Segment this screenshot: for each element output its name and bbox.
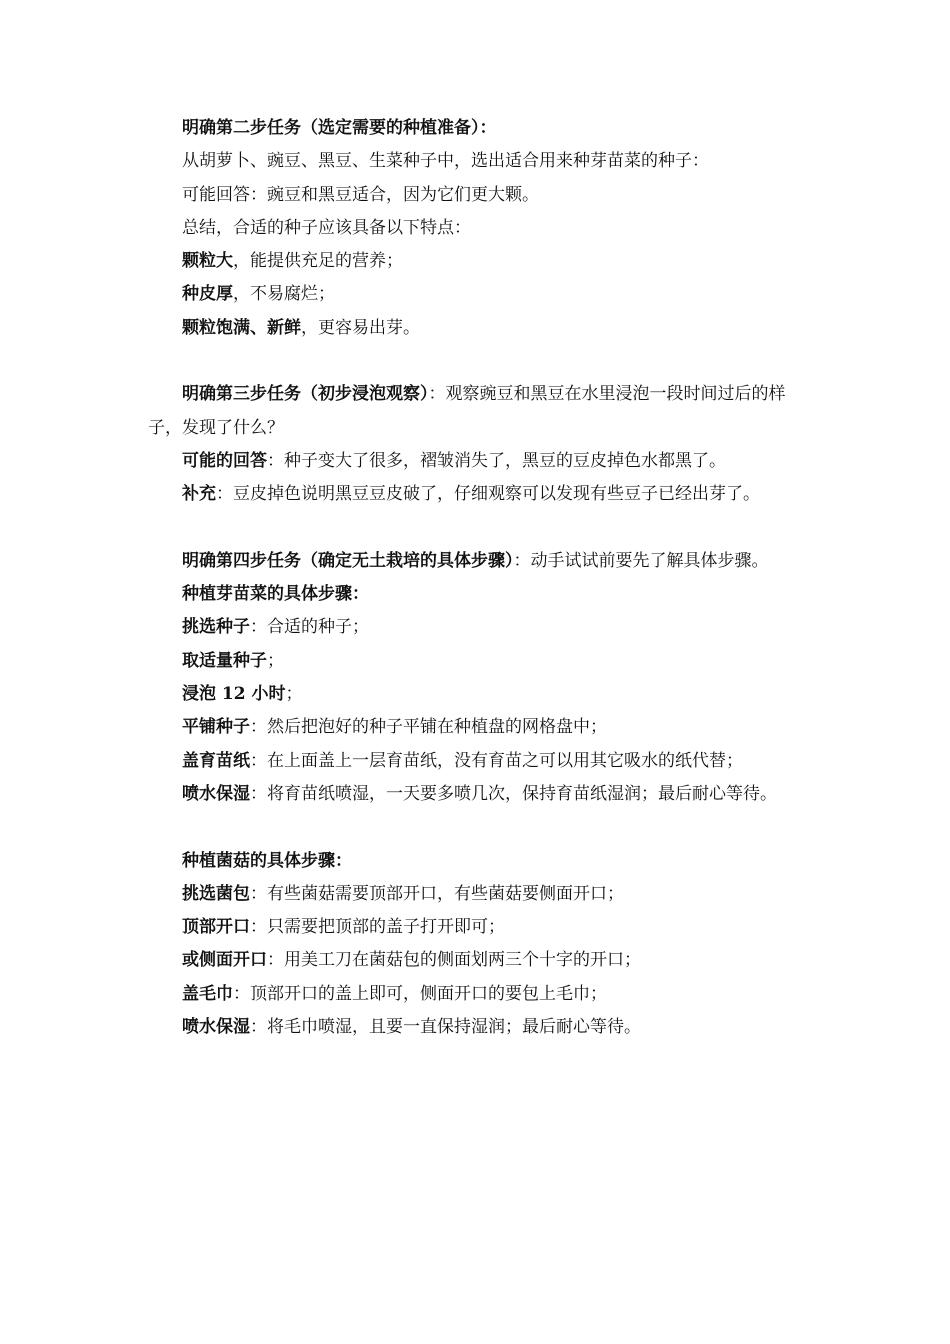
sprout-step: 平铺种子：然后把泡好的种子平铺在种植盘的网格盘中； bbox=[182, 717, 607, 738]
paragraph-spacer bbox=[148, 811, 808, 844]
mushroom-steps-title: 种植菌菇的具体步骤： bbox=[182, 850, 352, 871]
step2-trait: 颗粒饱满、新鲜，更容易出芽。 bbox=[182, 317, 420, 338]
mushroom-step: 或侧面开口：用美工刀在菌菇包的侧面划两三个十字的开口； bbox=[182, 950, 641, 971]
step3-answer: 可能的回答：种子变大了很多，褶皱消失了，黑豆的豆皮掉色水都黑了。 bbox=[182, 450, 726, 471]
mushroom-step: 盖毛巾：顶部开口的盖上即可，侧面开口的要包上毛巾； bbox=[182, 983, 607, 1004]
step2-heading: 明确第二步任务（选定需要的种植准备）： bbox=[182, 118, 497, 138]
mushroom-step: 喷水保湿：将毛巾喷湿，且要一直保持湿润；最后耐心等待。 bbox=[182, 1017, 641, 1038]
step2-trait: 颗粒大，能提供充足的营养； bbox=[182, 251, 403, 272]
document-body bbox=[148, 112, 808, 1044]
sprout-step: 盖育苗纸：在上面盖上一层育苗纸，没有育苗之可以用其它吸水的纸代替； bbox=[182, 750, 743, 771]
step2-trait: 种皮厚，不易腐烂； bbox=[182, 284, 335, 305]
sprout-step: 浸泡 12 小时； bbox=[182, 684, 303, 705]
paragraph-spacer bbox=[148, 512, 808, 545]
mushroom-step: 挑选菌包：有些菌菇需要顶部开口，有些菌菇要侧面开口； bbox=[182, 883, 624, 904]
step4-heading: 明确第四步任务（确定无土栽培的具体步骤）：动手试试前要先了解具体步骤。 bbox=[182, 550, 769, 571]
step2-question: 从胡萝卜、豌豆、黑豆、生菜种子中，选出适合用来种芽苗菜的种子： bbox=[182, 151, 709, 172]
sprout-step: 取适量种子； bbox=[182, 650, 284, 671]
sprout-step: 喷水保湿：将育苗纸喷湿，一天要多喷几次，保持育苗纸湿润；最后耐心等待。 bbox=[182, 783, 777, 804]
step3-heading: 明确第三步任务（初步浸泡观察）：观察豌豆和黑豆在水里浸泡一段时间过后的样子，发现了什么？ bbox=[148, 384, 786, 438]
mushroom-step: 顶部开口：只需要把顶部的盖子打开即可； bbox=[182, 917, 505, 938]
step2-summary: 总结，合适的种子应该具备以下特点： bbox=[182, 217, 471, 238]
sprout-steps-title: 种植芽苗菜的具体步骤： bbox=[182, 584, 369, 605]
paragraph-spacer bbox=[148, 345, 808, 378]
step3-supplement: 补充：豆皮掉色说明黑豆豆皮破了，仔细观察可以发现有些豆子已经出芽了。 bbox=[182, 484, 760, 505]
sprout-step: 挑选种子：合适的种子； bbox=[182, 617, 369, 638]
step2-answer: 可能回答：豌豆和黑豆适合，因为它们更大颗。 bbox=[182, 184, 539, 205]
